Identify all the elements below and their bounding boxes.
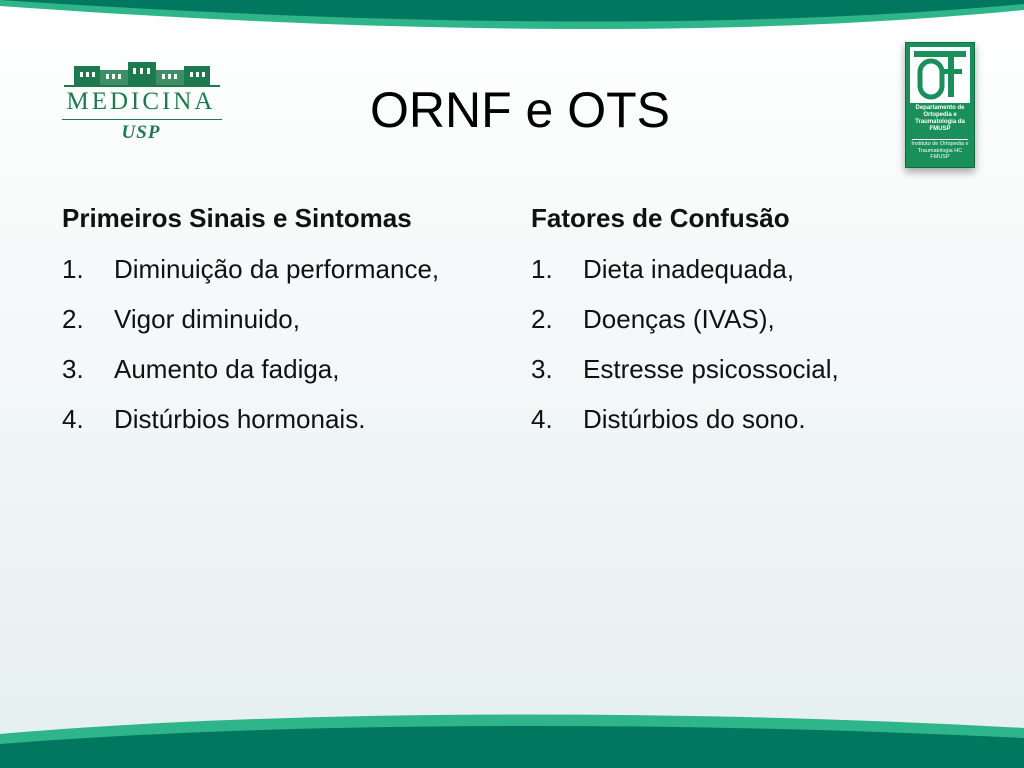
list-item-text: Estresse psicossocial, — [583, 354, 839, 384]
list-item — [531, 302, 971, 336]
right-column — [531, 200, 971, 452]
slide-title: ORNF e OTS — [369, 82, 671, 138]
right-numbered-list — [531, 252, 971, 436]
list-item-text: Doenças (IVAS), — [583, 304, 775, 334]
list-item — [62, 352, 502, 386]
list-item — [62, 252, 502, 286]
medicina-wordmark: MEDICINA — [66, 88, 216, 115]
list-item — [531, 252, 971, 286]
list-number: 1. — [531, 254, 553, 284]
left-column-heading: Primeiros Sinais e Sintomas — [62, 203, 412, 233]
logo-divider — [912, 139, 968, 140]
usp-wordmark: USP — [121, 122, 161, 143]
right-column-heading: Fatores de Confusão — [531, 203, 790, 233]
list-item-text: Distúrbios do sono. — [583, 404, 806, 434]
list-number: 3. — [531, 354, 553, 384]
list-item-text: Dieta inadequada, — [583, 254, 795, 284]
list-item — [62, 402, 502, 436]
list-number: 1. — [62, 254, 84, 284]
left-column — [62, 200, 502, 452]
list-item-text: Vigor diminuido, — [114, 304, 300, 334]
left-numbered-list — [62, 252, 502, 436]
list-item — [531, 402, 971, 436]
iot-department-logo — [905, 42, 975, 168]
iot-emblem-icon — [910, 47, 970, 103]
bottom-wave-decoration — [0, 700, 1024, 768]
list-number: 4. — [531, 404, 553, 434]
list-item-text: Diminuição da performance, — [114, 254, 440, 284]
top-wave-decoration — [0, 0, 1024, 40]
list-number: 3. — [62, 354, 84, 384]
list-item — [531, 352, 971, 386]
list-item — [62, 302, 502, 336]
institute-name: Instituto de Ortopedia e Traumatologia HC FMUSP — [911, 141, 969, 160]
list-number: 2. — [62, 304, 84, 334]
list-number: 2. — [531, 304, 553, 334]
list-item-text: Aumento da fadiga, — [114, 354, 340, 384]
list-number: 4. — [62, 404, 84, 434]
department-name: Departamento de Ortopedia e Traumatologia da FMUSP — [915, 105, 965, 132]
list-item-text: Distúrbios hormonais. — [114, 404, 366, 434]
